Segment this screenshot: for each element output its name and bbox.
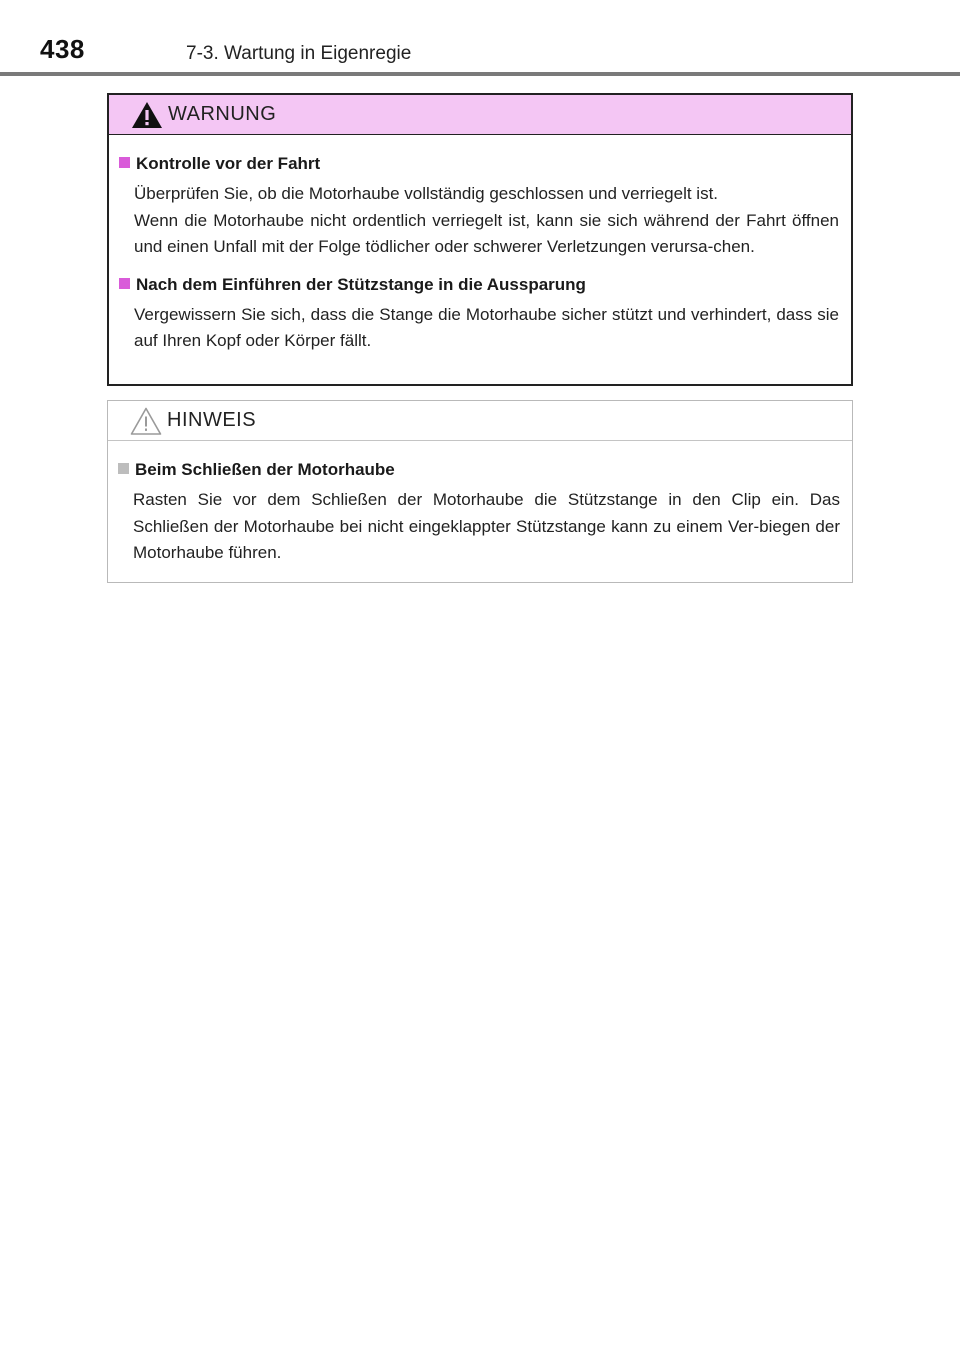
warning-item-paragraph: Überprüfen Sie, ob die Motorhaube vollständig geschlossen und verriegelt ist. [134, 184, 719, 203]
warning-item-heading [119, 153, 839, 175]
warning-item [119, 274, 839, 355]
warning-label: WARNUNG [168, 103, 277, 125]
warning-triangle-icon [130, 100, 164, 130]
square-bullet-icon [118, 463, 129, 474]
square-bullet-icon [119, 278, 130, 289]
warning-box [107, 93, 853, 386]
warning-item-heading [119, 274, 839, 296]
notice-item-heading-text: Beim Schließen der Motorhaube [135, 460, 395, 479]
notice-label: HINWEIS [167, 409, 257, 431]
warning-item-paragraph: Vergewissern Sie sich, dass die Stange die Motorhaube sicher stützt und verhindert, dass sie auf Ihren Kopf oder Körper fällt. [134, 304, 839, 350]
notice-item-heading [118, 459, 840, 481]
page-header [0, 0, 960, 78]
notice-box [107, 400, 853, 583]
warning-item [119, 153, 839, 261]
warning-item-heading-text: Nach dem Einführen der Stützstange in die Aussparung [136, 274, 586, 294]
warning-item-paragraph: Wenn die Motorhaube nicht ordentlich verriegelt ist, kann sie sich während der Fahrt öffnen und einen Unfall mit der Folge tödlicher oder schwerer Verletzungen verursa-chen. [134, 210, 839, 256]
warning-item-text [119, 181, 839, 261]
notice-box-body [108, 441, 852, 567]
notice-box-header [108, 401, 852, 441]
warning-item-heading-text: Kontrolle vor der Fahrt [136, 154, 321, 173]
header-rule [0, 72, 960, 76]
warning-box-body [109, 135, 851, 355]
notice-item-paragraph: Rasten Sie vor dem Schließen der Motorhaube die Stützstange in den Clip ein. Das Schließen der Motorhaube bei nicht eingeklappter Stützstange kann zu einem Ver-biegen der Motorhaube führen. [133, 490, 840, 562]
warning-item-text [119, 302, 839, 355]
warning-box-header [109, 95, 851, 135]
notice-item-text [118, 487, 840, 567]
page-number: 438 [40, 34, 85, 64]
section-title: 7-3. Wartung in Eigenregie [186, 43, 412, 64]
notice-item [118, 459, 840, 567]
square-bullet-icon [119, 157, 130, 168]
caution-triangle-outline-icon [129, 406, 163, 436]
